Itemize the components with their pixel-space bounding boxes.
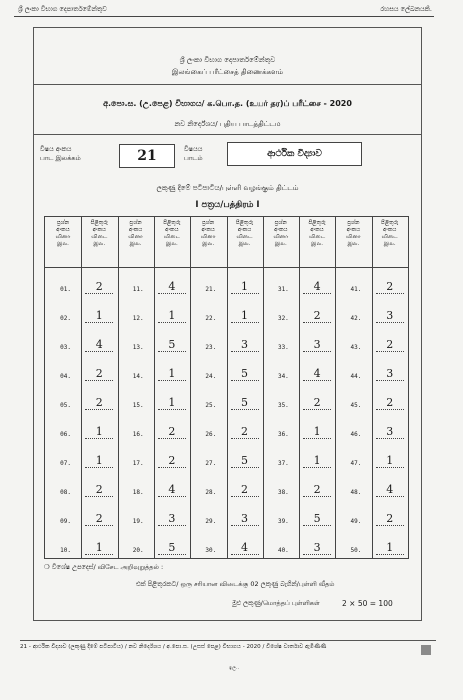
question-number: 31. [277,286,289,293]
answer-number: 4 [231,541,259,555]
answer-number: 1 [303,454,331,468]
grid-column-divider [299,217,300,558]
answer-number: 4 [303,280,331,294]
question-number: 05. [60,402,71,409]
question-number-header: ප්‍රශ්න අංකය வினா இல. [200,220,216,247]
answer-number: 1 [158,396,186,410]
question-number: 42. [350,315,362,322]
question-number: 03. [60,344,71,351]
question-number: 35. [277,402,289,409]
question-number: 28. [205,489,217,496]
question-number: 21. [205,286,217,293]
question-number: 26. [205,431,217,438]
answer-number-header: පිළිතුරු අංකය விடை இல. [308,220,326,247]
grid-column-divider [81,217,82,558]
answer-number: 3 [158,512,186,526]
answer-number: 5 [231,454,259,468]
answer-number-header: පිළිතුරු අංකය விடை இல. [381,220,399,247]
answer-number: 3 [231,338,259,352]
answer-number-header: පිළිතුරු අංකය விடை இல. [163,220,181,247]
answer-number: 2 [85,483,113,497]
question-number: 25. [205,402,217,409]
answer-number-header: පිළිතුරු අංකය விடை இல. [90,220,108,247]
question-number: 23. [205,344,217,351]
question-number: 41. [350,286,362,293]
question-number: 16. [132,431,144,438]
subject-label: විෂයය பாடம் [184,145,203,162]
question-number: 50. [350,547,362,554]
answer-number: 1 [376,454,404,468]
answer-number: 2 [303,309,331,323]
marking-scheme-frame [33,27,422,621]
total-marks-label: මුළු ලකුණු/மொத்தப் புள்ளிகள் [232,599,320,607]
question-number: 15. [132,402,144,409]
divider [34,134,421,135]
question-number: 13. [132,344,144,351]
question-number: 09. [60,518,71,525]
question-number: 01. [60,286,71,293]
question-number: 49. [350,518,362,525]
answer-number: 5 [231,367,259,381]
answer-number: 4 [376,483,404,497]
question-number: 20. [132,547,144,554]
answer-number: 1 [158,309,186,323]
subject-number-label: විෂය අංකය பாட இலக்கம் [40,145,81,162]
question-number: 38. [277,489,289,496]
question-number: 46. [350,431,362,438]
question-number: 11. [132,286,144,293]
answer-number: 5 [231,396,259,410]
question-number: 24. [205,373,217,380]
paper-part-title: I පත්‍රය/பத்திரம் I [195,200,260,210]
marking-scheme-title: ලකුණු දීමේ පටිපාටිය/புள்ளி வழங்கும் திட்டம் [156,184,299,192]
answer-number: 1 [376,541,404,555]
stamp-mark: ඉල.. [229,665,240,671]
total-marks-value: 2 × 50 = 100 [342,599,393,608]
answer-number: 5 [158,541,186,555]
answer-number: 3 [231,512,259,526]
answer-number: 2 [376,512,404,526]
answer-number: 1 [85,541,113,555]
answer-number: 2 [376,396,404,410]
answer-number: 2 [85,512,113,526]
question-number: 47. [350,460,362,467]
question-number: 19. [132,518,144,525]
question-number-header: ප්‍රශ්න අංකය வினா இல. [346,220,361,247]
answer-number: 4 [158,483,186,497]
question-number-header: ප්‍රශ්න අංකය வினா இல. [273,220,289,247]
answer-number-header: පිළිතුරු අංකය விடை இல. [235,220,254,247]
question-number: 17. [132,460,144,467]
divider [34,84,421,85]
answer-number: 2 [158,425,186,439]
question-number: 14. [132,373,144,380]
answer-number: 1 [158,367,186,381]
question-number: 34. [277,373,289,380]
special-instructions: ❍ විශේෂ උපදෙස්/ விசேட அறிவுறுத்தல் : [44,563,164,571]
answer-number: 2 [85,280,113,294]
question-number: 32. [277,315,289,322]
page-footer: 21 - ආර්ථික විද්‍යාව (ලකුණු දීමේ පටිපාටිය) / නව නිර්දේශය / අ.පො.ස. (උසස් පෙළ) විභාගය - 2020 / විශේෂ වාර්තාව ඇමිණිණි [20,640,436,656]
header-left-text: ශ්‍රී ලංකා විභාග දෙපාර්තමේන්තුව [18,5,107,13]
department-name-sinhala: ශ්‍රී ලංකා විභාග දෙපාර්තමේන්තුව [179,56,276,64]
exam-title: අ.පො.ස. (උ.පෙළ) විභාගය/ க.பொ.த. (உயர் தர)ப் பரீட்சை - 2020 [103,99,352,108]
question-number: 08. [60,489,71,496]
answer-number: 3 [376,367,404,381]
answer-grid [44,216,409,559]
answer-number: 1 [231,309,259,323]
question-number: 44. [350,373,362,380]
question-number: 39. [277,518,289,525]
question-number: 36. [277,431,289,438]
question-number: 45. [350,402,362,409]
answer-number: 3 [303,338,331,352]
question-number: 18. [132,489,144,496]
question-number: 29. [205,518,217,525]
question-number: 10. [60,547,71,554]
syllabus-label: නව නිර්දේශය/ புதிய பாடத்திட்டம [174,120,281,128]
answer-number: 1 [231,280,259,294]
question-number: 33. [277,344,289,351]
header-right-text: රහසය ලේඛනයකි. [380,5,432,13]
question-number: 22. [205,315,217,322]
question-number: 06. [60,431,71,438]
grid-column-divider [227,217,228,558]
question-number-header: ප්‍රශ්න අංකය வினா இல. [55,220,71,247]
answer-number: 4 [158,280,186,294]
answer-number: 2 [158,454,186,468]
answer-number: 3 [376,425,404,439]
question-number: 37. [277,460,289,467]
question-number: 40. [277,547,289,554]
answer-number: 2 [376,338,404,352]
grid-column-divider [263,217,264,558]
answer-number: 3 [376,309,404,323]
answer-number: 1 [85,309,113,323]
answer-number: 4 [85,338,113,352]
question-number: 02. [60,315,71,322]
answer-number: 2 [231,483,259,497]
grid-column-divider [118,217,119,558]
grid-column-divider [154,217,155,558]
question-number: 30. [205,547,217,554]
answer-number: 5 [303,512,331,526]
answer-number: 4 [303,367,331,381]
answer-number: 2 [303,396,331,410]
answer-number: 5 [158,338,186,352]
answer-number: 1 [85,425,113,439]
answer-number: 2 [231,425,259,439]
subject-number-box: 21 [119,144,175,168]
answer-number: 1 [303,425,331,439]
question-number: 04. [60,373,71,380]
question-number: 07. [60,460,71,467]
marks-per-answer-note: එක් පිළිතුරකට/ ஒரு சரியான விடைக்கு 02 ලකුණු බැගින්/புள்ளி வீதம் [136,580,335,588]
page-marker [421,645,431,655]
page-header [14,0,434,17]
question-number-header: ප්‍රශ්න අංකය வினா இல. [128,220,143,247]
grid-column-divider [190,217,191,558]
answer-number: 3 [303,541,331,555]
answer-number: 2 [85,396,113,410]
grid-column-divider [335,217,336,558]
question-number: 48. [350,489,362,496]
question-number: 27. [205,460,217,467]
question-number: 12. [132,315,144,322]
grid-column-divider [372,217,373,558]
answer-number: 1 [85,454,113,468]
answer-number: 2 [85,367,113,381]
subject-name-box: ආර්ථික විද්‍යාව [227,142,362,166]
answer-number: 2 [303,483,331,497]
question-number: 43. [350,344,362,351]
department-name-tamil: இலங்கைப் பரீட்சைத் திணைக்களம் [171,68,284,76]
answer-number: 2 [376,280,404,294]
